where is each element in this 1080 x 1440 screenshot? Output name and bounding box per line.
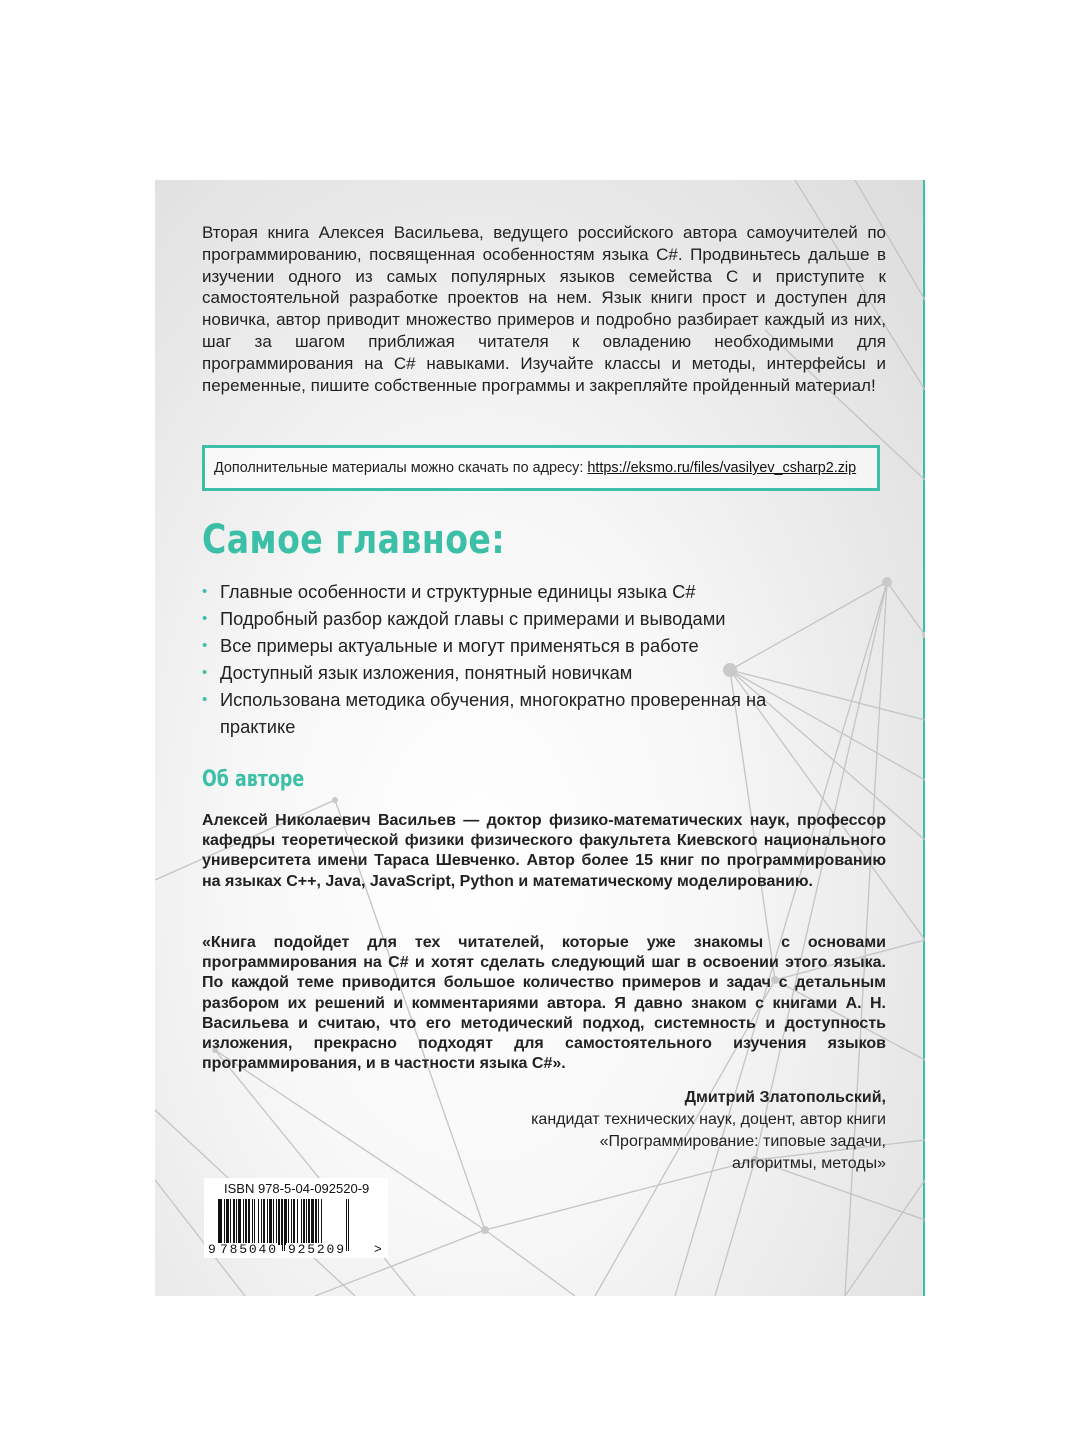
list-item bbox=[202, 605, 842, 632]
list-item bbox=[202, 659, 842, 686]
intro-paragraph: Вторая книга Алексея Васильева, ведущего российского автора самоучителей по программированию, посвященная особенностям языка C#. Продвиньтесь дальше в изучении одного из самых популярных языков семейства С и приступите к самостоятельной разработке проектов на нем. Язык книги прост и доступен для новичка, автор приводит множество примеров и подробно разбирает каждый из них, шаг за шагом приближая читателя к овладению необходимыми для программирования на C# навыками. Изучайте классы и методы, интерфейсы и переменные, пишите собственные программы и закрепляйте пройденный материал! bbox=[202, 223, 886, 395]
barcode-first-digit: 9 bbox=[208, 1242, 216, 1255]
feature-text: Подробный разбор каждой главы с примерами и выводами bbox=[220, 608, 726, 629]
quote-author-name: Дмитрий Златопольский, bbox=[684, 1089, 886, 1106]
features-list bbox=[202, 578, 842, 740]
list-item bbox=[202, 686, 842, 740]
list-item bbox=[202, 632, 842, 659]
download-link[interactable]: https://eksmo.ru/files/vasilyev_csharp2.zip bbox=[587, 460, 857, 476]
list-item bbox=[202, 578, 842, 605]
isbn-label: ISBN 978-5-04-092520-9 bbox=[224, 1181, 370, 1196]
quote-author-title: кандидат технических наук, доцент, автор книги bbox=[531, 1111, 886, 1128]
barcode-end-mark: > bbox=[374, 1242, 382, 1255]
bullet-icon: • bbox=[202, 583, 208, 600]
isbn-barcode bbox=[204, 1178, 388, 1258]
quote-author-title: «Программирование: типовые задачи, bbox=[599, 1133, 886, 1150]
book-back-cover bbox=[155, 180, 925, 1296]
feature-text: Использована методика обучения, многократно проверенная на практике bbox=[220, 689, 767, 737]
feature-text: Все примеры актуальные и могут применяться в работе bbox=[220, 635, 699, 656]
bullet-icon: • bbox=[202, 691, 208, 708]
bullet-icon: • bbox=[202, 637, 208, 654]
review-quote: «Книга подойдет для тех читателей, которые уже знакомы с основами программирования на C# и хотят сделать следующий шаг в освоении этого языка. По каждой теме приводится большое количество примеров и задач с детальным разбором их решений и комментариями автора. Я давно знаком с книгами А. Н. Васильева и считаю, что его методический подход, системность и доступность изложения, прекрасно подходят для самостоятельного изучения языков программирования, и в частности языка C#». bbox=[202, 934, 886, 1073]
bullet-icon: • bbox=[202, 664, 208, 681]
quote-attribution bbox=[386, 1087, 886, 1175]
barcode-left-digits: 785040 bbox=[220, 1242, 276, 1255]
feature-text: Главные особенности и структурные единицы языка C# bbox=[220, 581, 696, 602]
barcode-right-digits: 925209 bbox=[288, 1242, 344, 1255]
quote-author-title: алгоритмы, методы» bbox=[732, 1155, 886, 1172]
bullet-icon: • bbox=[202, 610, 208, 627]
barcode-icon bbox=[208, 1199, 386, 1255]
author-heading: Об авторе bbox=[202, 767, 305, 792]
feature-text: Доступный язык изложения, понятный новичкам bbox=[220, 662, 633, 683]
main-heading: Самое главное: bbox=[202, 517, 506, 563]
download-box bbox=[202, 445, 880, 491]
author-bio: Алексей Николаевич Васильев — доктор физико-математических наук, профессор кафедры теоретической физики физического факультета Киевского национального университета имени Тараса Шевченко. Автор более 15 книг по программированию на языках C++, Java, JavaScript, Python и математическому моделированию. bbox=[202, 812, 886, 890]
download-label: Дополнительные материалы можно скачать по адресу: bbox=[214, 460, 584, 476]
